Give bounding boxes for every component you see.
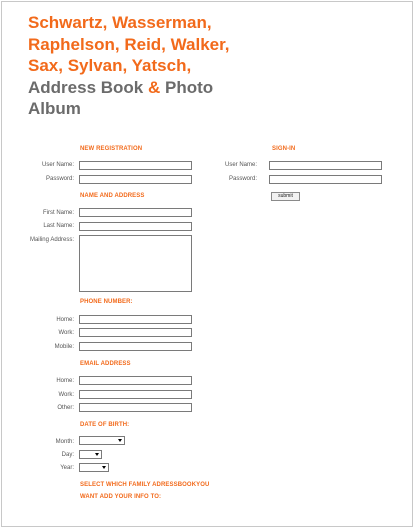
title-line-4a: Address Book <box>28 77 148 97</box>
title-line-1: Schwartz, Wasserman, <box>28 13 212 32</box>
phone-home-label: Home: <box>56 317 74 323</box>
reg-password-input[interactable] <box>79 175 192 184</box>
new-registration-heading: NEW REGISTRATION <box>80 146 143 152</box>
email-home-label: Home: <box>56 378 74 384</box>
page-title <box>28 12 288 120</box>
first-name-input[interactable] <box>79 208 192 217</box>
phone-mobile-input[interactable] <box>79 342 192 351</box>
email-other-input[interactable] <box>79 403 192 412</box>
first-name-label: First Name: <box>42 210 74 216</box>
phone-home-input[interactable] <box>79 315 192 324</box>
reg-password-label: Password: <box>45 176 74 182</box>
last-name-label: Last Name: <box>43 223 74 229</box>
chevron-down-icon <box>118 439 122 442</box>
dob-month-select[interactable] <box>79 436 125 445</box>
chevron-down-icon <box>102 466 106 469</box>
dob-day-label: Day: <box>61 452 74 458</box>
email-other-label: Other: <box>57 405 74 411</box>
submit-button[interactable]: submit <box>271 192 300 201</box>
dob-year-select[interactable] <box>79 463 109 472</box>
title-ampersand: & <box>147 77 161 97</box>
mailing-address-textarea[interactable] <box>79 235 192 292</box>
phone-work-input[interactable] <box>79 328 192 337</box>
title-line-5: Album <box>28 99 81 118</box>
phone-work-label: Work: <box>58 330 74 336</box>
email-work-input[interactable] <box>79 390 192 399</box>
dob-month-label: Month: <box>55 439 74 445</box>
name-address-heading: NAME AND ADDRESS <box>80 193 145 199</box>
email-heading: EMAIL ADDRESS <box>80 361 131 367</box>
reg-username-input[interactable] <box>79 161 192 170</box>
family-select-heading: SELECT WHICH FAMILY ADRESSBOOKYOU WANT ADD YOUR INFO TO: <box>80 482 210 500</box>
last-name-input[interactable] <box>79 222 192 231</box>
phone-heading: PHONE NUMBER: <box>80 299 133 305</box>
reg-username-label: User Name: <box>41 162 74 168</box>
chevron-down-icon <box>95 453 99 456</box>
phone-mobile-label: Mobile: <box>54 344 74 350</box>
signin-password-label: Password: <box>228 176 257 182</box>
title-line-4b: Photo <box>160 77 214 97</box>
dob-heading: DATE OF BIRTH: <box>80 422 130 428</box>
mailing-address-label: Mailing Address: <box>29 237 74 243</box>
signin-password-input[interactable] <box>269 175 382 184</box>
title-line-2: Raphelson, Reid, Walker, <box>28 34 230 54</box>
signin-username-input[interactable] <box>269 161 382 170</box>
email-work-label: Work: <box>58 392 74 398</box>
sign-in-heading: SIGN-IN <box>272 146 296 152</box>
title-line-3: Sax, Sylvan, Yatsch, <box>28 56 192 75</box>
dob-year-label: Year: <box>60 465 74 471</box>
signin-username-label: User Name: <box>224 162 257 168</box>
dob-day-select[interactable] <box>79 450 102 459</box>
email-home-input[interactable] <box>79 376 192 385</box>
